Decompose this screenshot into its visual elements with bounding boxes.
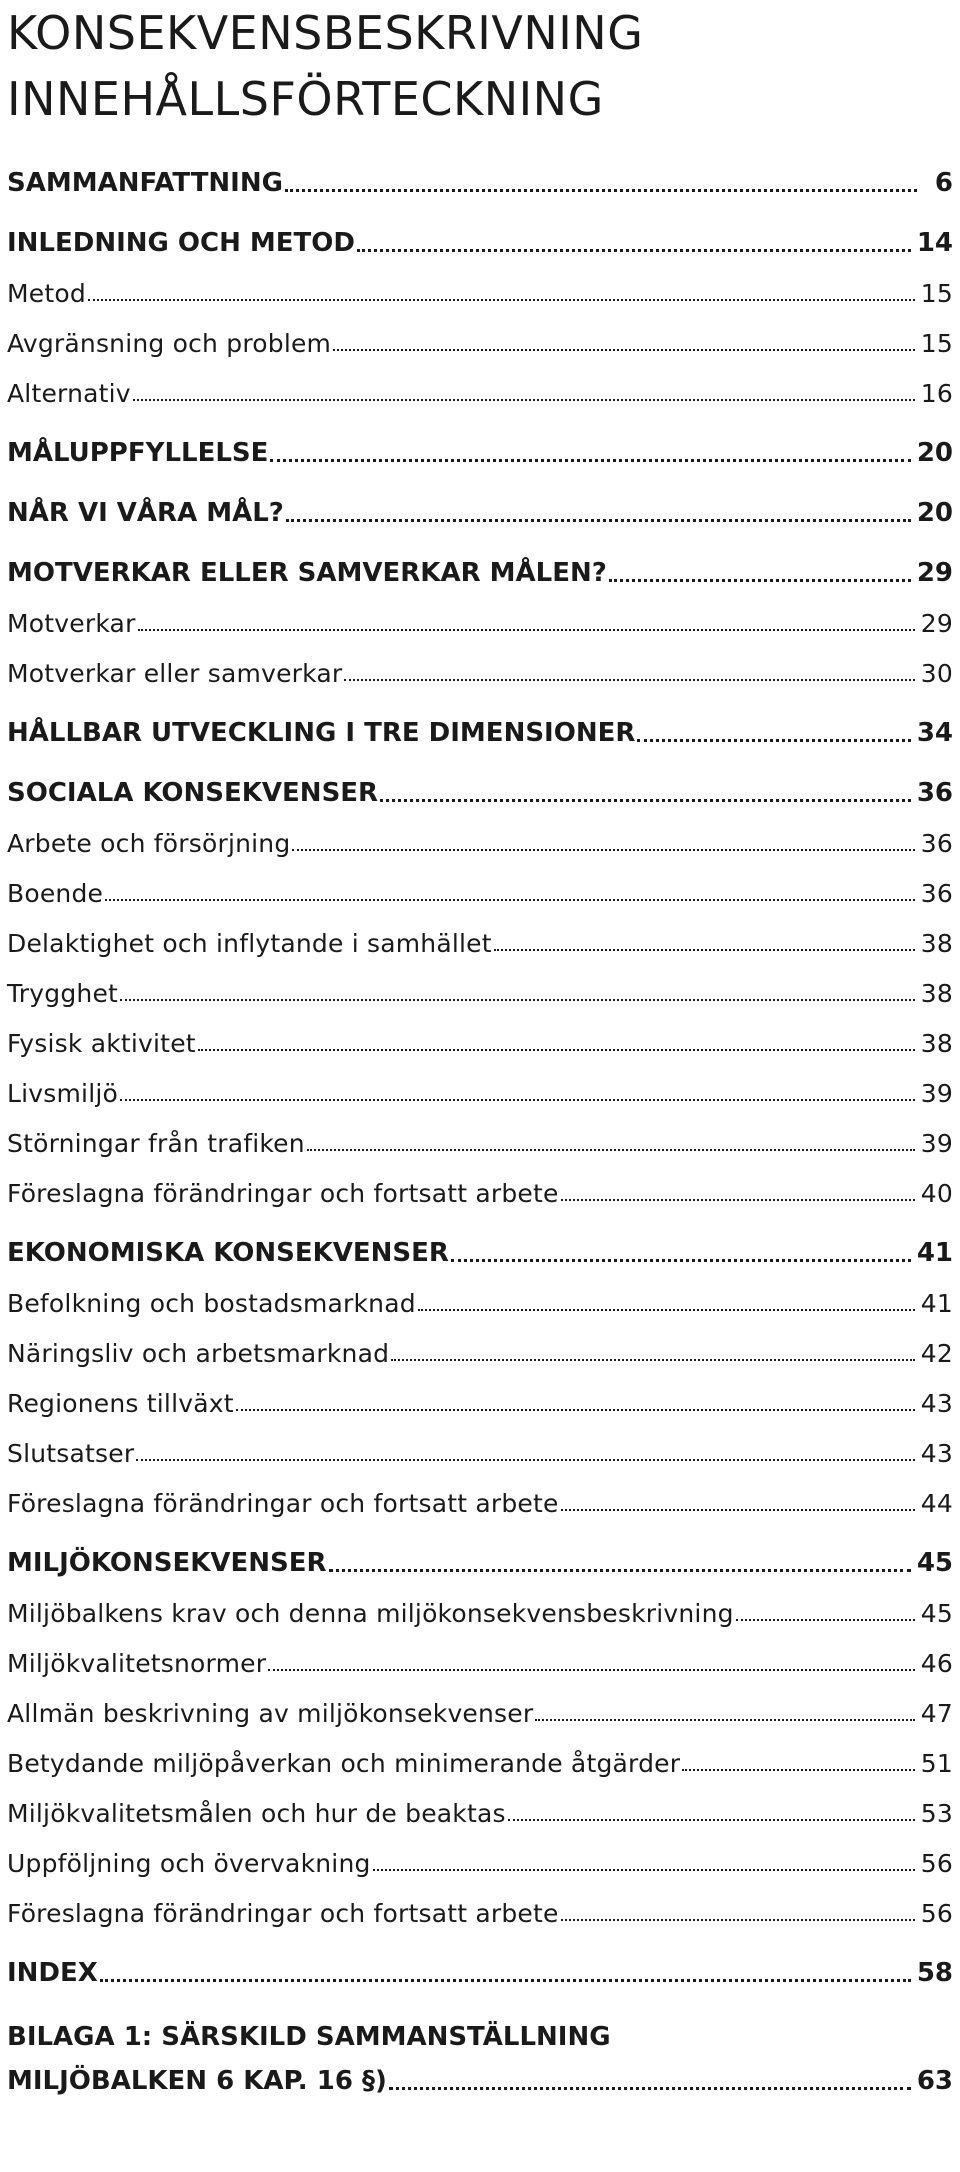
toc-entry-label: Föreslagna förändringar och fortsatt arbete (7, 1179, 559, 1208)
toc-entry-label: Alternativ (7, 379, 131, 408)
toc-subsection-entry[interactable] (7, 968, 953, 1012)
toc-entry-label: Slutsatser (7, 1439, 135, 1468)
toc-entry-label: NÅR VI VÅRA MÅL? (7, 498, 284, 528)
dot-leader (561, 1199, 915, 1201)
dot-leader (391, 1359, 915, 1361)
toc-page-number: 47 (920, 1699, 953, 1728)
toc-page-number: 20 (916, 498, 953, 528)
dot-leader (236, 1409, 915, 1411)
toc-page-number: 51 (920, 1749, 953, 1778)
dot-leader (329, 1569, 911, 1572)
toc-entry-label: HÅLLBAR UTVECKLING I TRE DIMENSIONER (7, 718, 636, 748)
toc-subsection-entry[interactable] (7, 1738, 953, 1782)
toc-subsection-entry[interactable] (7, 1428, 953, 1472)
toc-entry-label: Miljökvalitetsnormer (7, 1649, 267, 1678)
toc-page-number: 44 (920, 1489, 953, 1518)
toc-page-number: 6 (934, 168, 953, 198)
dot-leader (120, 999, 915, 1001)
toc-entry-label: SOCIALA KONSEKVENSER (7, 778, 379, 808)
toc-entry-label: Delaktighet och inflytande i samhället (7, 929, 492, 958)
dot-leader (270, 459, 910, 462)
toc-entry-label: INLEDNING OCH METOD (7, 228, 355, 258)
dot-leader (333, 349, 915, 351)
bilaga-title-line-1: BILAGA 1: SÄRSKILD SAMMANSTÄLLNING (7, 2022, 611, 2052)
toc-page-number: 45 (920, 1599, 953, 1628)
toc-page-number: 20 (916, 438, 953, 468)
toc-subsection-entry[interactable] (7, 918, 953, 962)
toc-entry-label: Motverkar eller samverkar (7, 659, 343, 688)
toc-section-entry[interactable] (7, 1538, 953, 1582)
document-page (7, 0, 953, 2100)
toc-entry-label: Arbete och försörjning (7, 829, 291, 858)
toc-page-number: 43 (920, 1389, 953, 1418)
title-line-1: KONSEKVENSBESKRIVNING (7, 6, 644, 60)
toc-section-entry[interactable] (7, 218, 953, 262)
toc-page-number: 36 (920, 879, 953, 908)
toc-page-number: 39 (920, 1129, 953, 1158)
toc-entry-label: Allmän beskrivning av miljökonsekvenser (7, 1699, 534, 1728)
dot-leader (138, 629, 915, 631)
toc-entry-label: Störningar från trafiken (7, 1129, 305, 1158)
toc-page-number: 34 (916, 718, 953, 748)
dot-leader (136, 1459, 914, 1461)
dot-leader (609, 579, 911, 582)
dot-leader (535, 1719, 914, 1721)
dot-leader (389, 2087, 911, 2090)
dot-leader (307, 1149, 915, 1151)
toc-page-number: 56 (920, 1849, 953, 1878)
toc-page-number: 14 (916, 228, 953, 258)
toc-page-number: 63 (916, 2066, 953, 2096)
toc-page-number: 56 (920, 1899, 953, 1928)
toc-page-number: 15 (920, 279, 953, 308)
toc-entry-label: Avgränsning och problem (7, 329, 332, 358)
toc-entry-label: Miljöbalkens krav och denna miljökonsekvensbeskrivning (7, 1599, 734, 1628)
toc-entry-label: Befolkning och bostadsmarknad (7, 1289, 416, 1318)
dot-leader (373, 1869, 915, 1871)
toc-page-number: 36 (920, 829, 953, 858)
dot-leader (88, 299, 915, 301)
title-line-2: INNEHÅLLSFÖRTECKNING (7, 72, 604, 126)
toc-page-number: 41 (920, 1289, 953, 1318)
toc-subsection-entry[interactable] (7, 368, 953, 412)
toc-page-number: 16 (920, 379, 953, 408)
toc-section-entry[interactable] (7, 1948, 953, 1992)
dot-leader (637, 739, 910, 742)
dot-leader (100, 1979, 911, 1982)
toc-page-number: 38 (920, 1029, 953, 1058)
toc-section-entry[interactable] (7, 1228, 953, 1272)
toc-page-number: 38 (920, 979, 953, 1008)
dot-leader (508, 1819, 915, 1821)
dot-leader (292, 849, 914, 851)
toc-entry-label: MÅLUPPFYLLELSE (7, 438, 269, 468)
toc-subsection-entry[interactable] (7, 1168, 953, 1212)
toc-subsection-entry[interactable] (7, 1328, 953, 1372)
dot-leader (736, 1619, 915, 1621)
toc-subsection-entry[interactable] (7, 1588, 953, 1632)
toc-subsection-entry[interactable] (7, 1068, 953, 1112)
toc-subsection-entry[interactable] (7, 648, 953, 692)
toc-subsection-entry[interactable] (7, 268, 953, 312)
toc-entry-label: MILJÖKONSEKVENSER (7, 1548, 327, 1578)
toc-page-number: 30 (920, 659, 953, 688)
dot-leader (561, 1509, 915, 1511)
toc-entry-label: MOTVERKAR ELLER SAMVERKAR MÅLEN? (7, 558, 607, 588)
dot-leader (418, 1309, 915, 1311)
toc-entry-label: Metod (7, 279, 86, 308)
toc-entry-label: Föreslagna förändringar och fortsatt arbete (7, 1489, 559, 1518)
toc-entry-label: Näringsliv och arbetsmarknad (7, 1339, 390, 1368)
toc-entry-label: Boende (7, 879, 104, 908)
toc-subsection-entry[interactable] (7, 1688, 953, 1732)
toc-page-number: 58 (916, 1958, 953, 1988)
toc-section-entry[interactable] (7, 488, 953, 532)
toc-section-entry[interactable] (7, 158, 953, 202)
toc-page-number: 42 (920, 1339, 953, 1368)
dot-leader (682, 1769, 915, 1771)
toc-subsection-entry[interactable] (7, 1118, 953, 1162)
toc-entry-label: Fysisk aktivitet (7, 1029, 196, 1058)
toc-entry-label: SAMMANFATTNING (7, 168, 283, 198)
dot-leader (357, 249, 911, 252)
bilaga-title-line-2-row (7, 2056, 953, 2100)
toc-subsection-entry[interactable] (7, 318, 953, 362)
toc-subsection-entry[interactable] (7, 1888, 953, 1932)
toc-subsection-entry[interactable] (7, 1018, 953, 1062)
toc-subsection-entry[interactable] (7, 1638, 953, 1682)
dot-leader (120, 1099, 915, 1101)
dot-leader (494, 949, 915, 951)
toc-entry-label: Miljökvalitetsmålen och hur de beaktas (7, 1799, 506, 1828)
dot-leader (268, 1669, 915, 1671)
toc-entry-label: Uppföljning och övervakning (7, 1849, 371, 1878)
toc-page-number: 39 (920, 1079, 953, 1108)
toc-page-number: 53 (920, 1799, 953, 1828)
toc-page-number: 41 (916, 1238, 953, 1268)
dot-leader (451, 1259, 911, 1262)
toc-section-entry[interactable] (7, 768, 953, 812)
toc-entry-label: Motverkar (7, 609, 136, 638)
toc-page-number: 45 (916, 1548, 953, 1578)
toc-entry-label: Betydande miljöpåverkan och minimerande åtgärder (7, 1749, 681, 1778)
toc-page-number: 15 (920, 329, 953, 358)
document-title (7, 0, 953, 132)
dot-leader (344, 679, 914, 681)
table-of-contents (7, 158, 953, 1992)
toc-entry-label: INDEX (7, 1958, 98, 1988)
toc-subsection-entry[interactable] (7, 818, 953, 862)
toc-subsection-entry[interactable] (7, 1478, 953, 1522)
toc-subsection-entry[interactable] (7, 1788, 953, 1832)
dot-leader (561, 1919, 915, 1921)
toc-section-entry[interactable] (7, 428, 953, 472)
toc-page-number: 36 (916, 778, 953, 808)
toc-subsection-entry[interactable] (7, 1378, 953, 1422)
dot-leader (285, 189, 917, 192)
bilaga-title-line-2: MILJÖBALKEN 6 KAP. 16 §) (7, 2066, 387, 2096)
toc-entry-label: Föreslagna förändringar och fortsatt arbete (7, 1899, 559, 1928)
toc-entry-label: EKONOMISKA KONSEKVENSER (7, 1238, 449, 1268)
toc-page-number: 29 (920, 609, 953, 638)
toc-page-number: 38 (920, 929, 953, 958)
toc-entry-label: Regionens tillväxt (7, 1389, 234, 1418)
dot-leader (133, 399, 915, 401)
toc-page-number: 40 (920, 1179, 953, 1208)
toc-entry-label: Livsmiljö (7, 1079, 118, 1108)
dot-leader (105, 899, 915, 901)
dot-leader (286, 519, 911, 522)
toc-page-number: 43 (920, 1439, 953, 1468)
toc-subsection-entry[interactable] (7, 1278, 953, 1322)
toc-entry-bilaga[interactable] (7, 2012, 953, 2100)
toc-page-number: 46 (920, 1649, 953, 1678)
dot-leader (380, 799, 911, 802)
toc-subsection-entry[interactable] (7, 598, 953, 642)
toc-subsection-entry[interactable] (7, 1838, 953, 1882)
toc-entry-label: Trygghet (7, 979, 119, 1008)
toc-section-entry[interactable] (7, 708, 953, 752)
toc-section-entry[interactable] (7, 548, 953, 592)
toc-subsection-entry[interactable] (7, 868, 953, 912)
toc-page-number: 29 (916, 558, 953, 588)
dot-leader (198, 1049, 915, 1051)
